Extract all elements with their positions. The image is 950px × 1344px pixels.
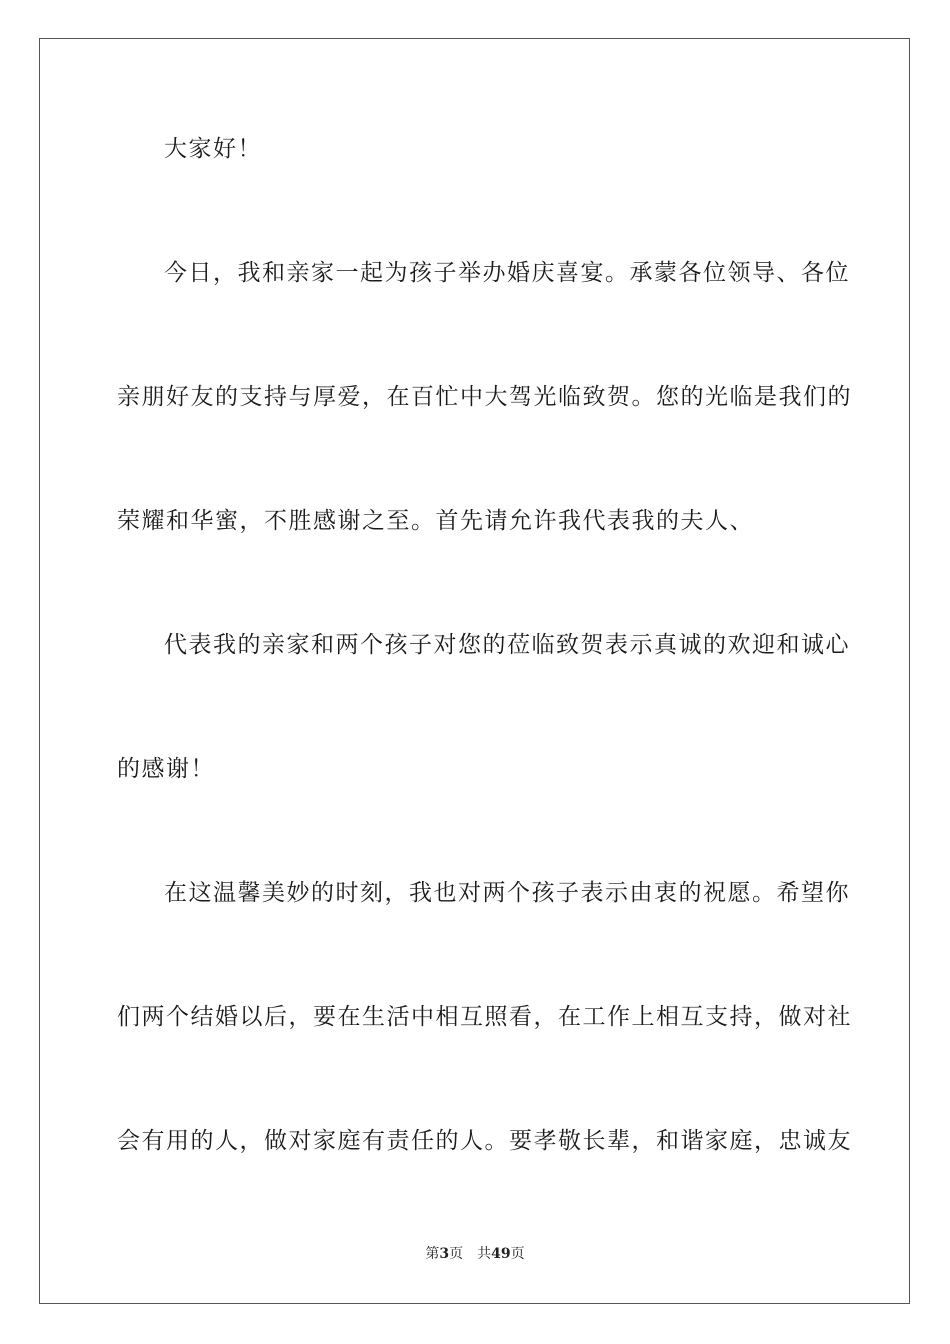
page-footer (0, 1244, 950, 1264)
text-line: 在这温馨美妙的时刻，我也对两个孩子表示由衷的祝愿。希望你 (164, 880, 850, 906)
text-line: 亲朋好友的支持与厚爱，在百忙中大驾光临致贺。您的光临是我们的 (117, 384, 852, 410)
text-line-greeting: 大家好！ (164, 136, 262, 162)
text-line: 荣耀和华蜜，不胜感谢之至。首先请允许我代表我的夫人、 (117, 508, 754, 534)
page-border (39, 38, 910, 1304)
text-line: 会有用的人，做对家庭有责任的人。要孝敬长辈，和谐家庭，忠诚友 (117, 1128, 852, 1154)
total-prefix: 共 (477, 1246, 492, 1262)
text-line: 们两个结婚以后，要在生活中相互照看，在工作上相互支持，做对社 (117, 1004, 852, 1030)
page-prefix: 第 (425, 1246, 440, 1262)
page-suffix: 页 (449, 1246, 464, 1262)
total-pages: 49 (491, 1246, 511, 1262)
text-line: 今日，我和亲家一起为孩子举办婚庆喜宴。承蒙各位领导、各位 (164, 260, 850, 286)
total-suffix: 页 (510, 1246, 525, 1262)
page-number: 3 (439, 1246, 450, 1262)
text-line: 代表我的亲家和两个孩子对您的莅临致贺表示真诚的欢迎和诚心 (164, 632, 850, 658)
text-line: 的感谢！ (117, 756, 215, 782)
